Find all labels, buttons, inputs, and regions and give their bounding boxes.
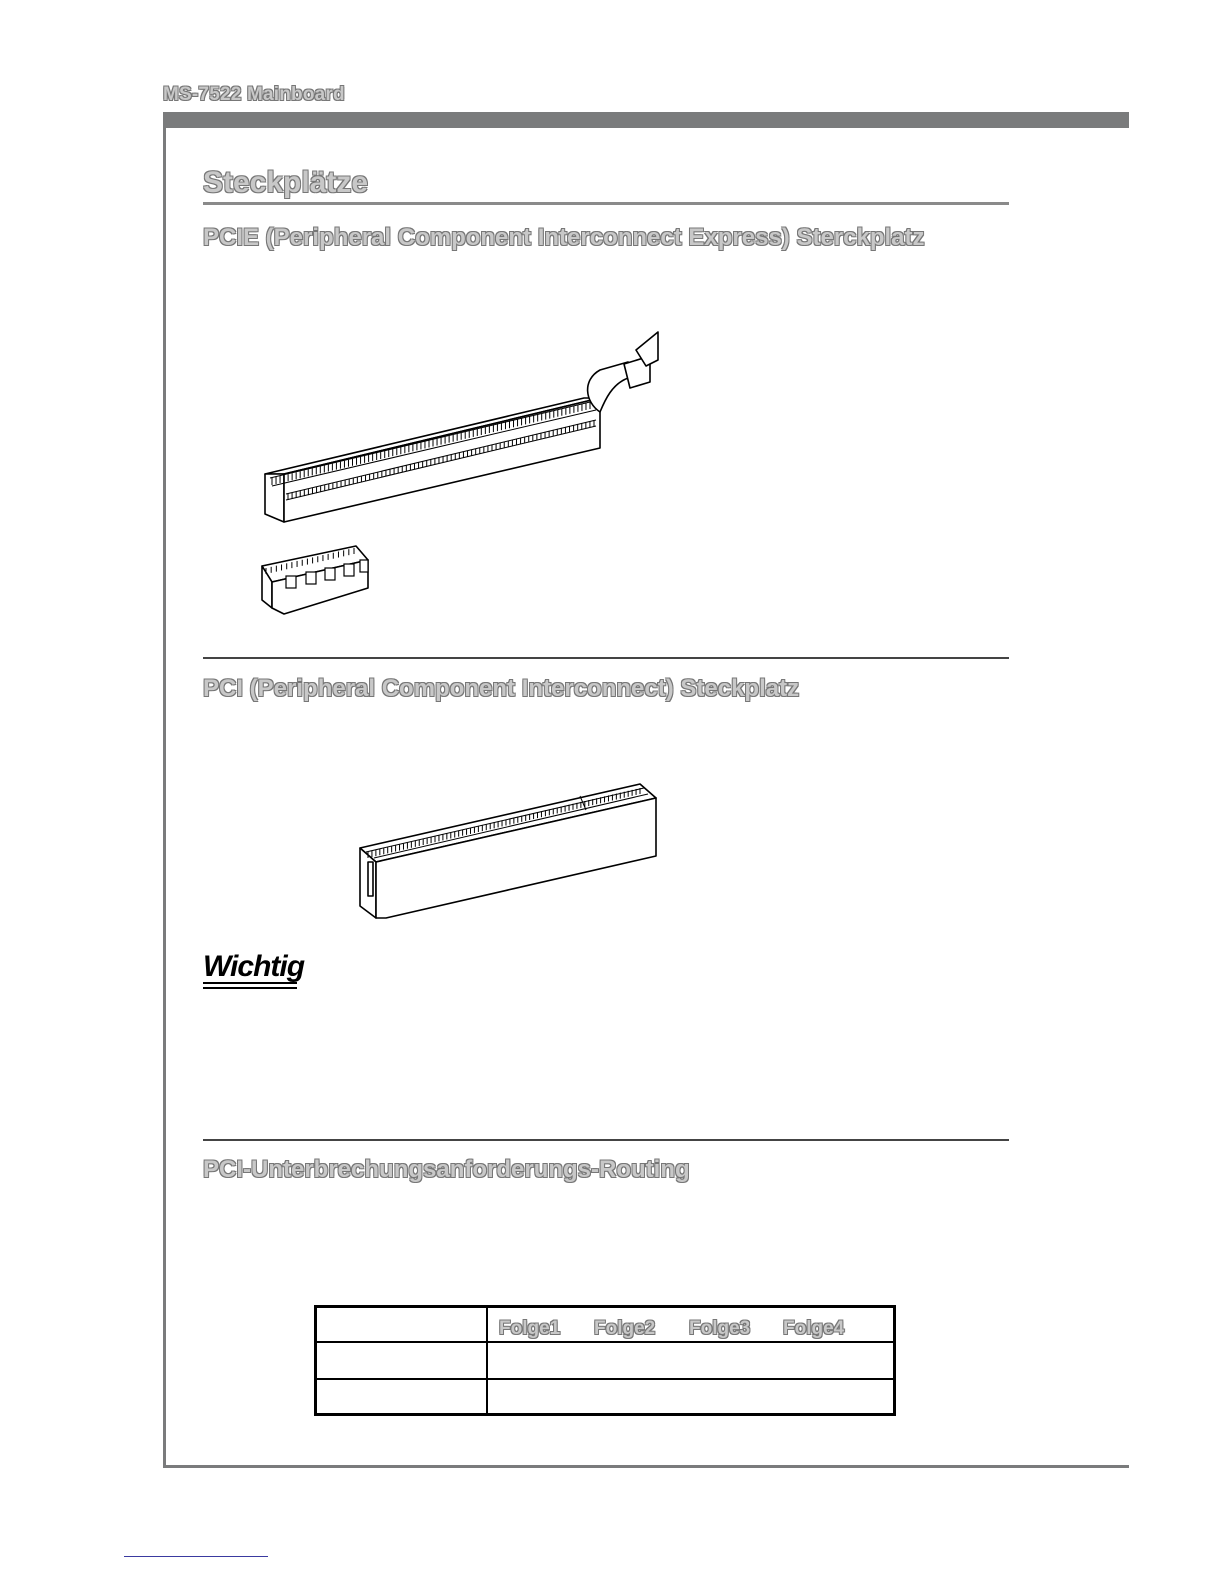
section-title-rule <box>203 202 1009 205</box>
important-note-underline <box>203 982 297 989</box>
important-note-label: Wichtig <box>203 950 305 983</box>
table-header-cell: Folge1 <box>499 1318 561 1339</box>
irq-routing-table <box>314 1305 896 1416</box>
pcie-heading: PCIE (Peripheral Component Interconnect Express) Sterckplatz <box>203 224 925 251</box>
table-row-divider <box>317 1378 893 1380</box>
table-header-cell: Folge3 <box>689 1318 751 1339</box>
irq-routing-heading: PCI-Unterbrechungsanforderungs-Routing <box>203 1156 690 1183</box>
left-margin-rule <box>163 112 166 1468</box>
section-title: Steckplätze <box>203 166 369 199</box>
table-row-divider <box>317 1341 893 1343</box>
section-separator <box>203 657 1009 659</box>
running-header: MS-7522 Mainboard <box>163 84 345 105</box>
table-header-cell: Folge4 <box>783 1318 845 1339</box>
pci-heading: PCI (Peripheral Component Interconnect) Steckplatz <box>203 675 800 702</box>
bottom-rule <box>163 1465 1129 1468</box>
header-bar <box>163 112 1129 128</box>
table-column-divider <box>486 1308 488 1413</box>
table-header-cell: Folge2 <box>594 1318 656 1339</box>
section-separator <box>203 1139 1009 1141</box>
footer-link-line <box>124 1556 268 1557</box>
